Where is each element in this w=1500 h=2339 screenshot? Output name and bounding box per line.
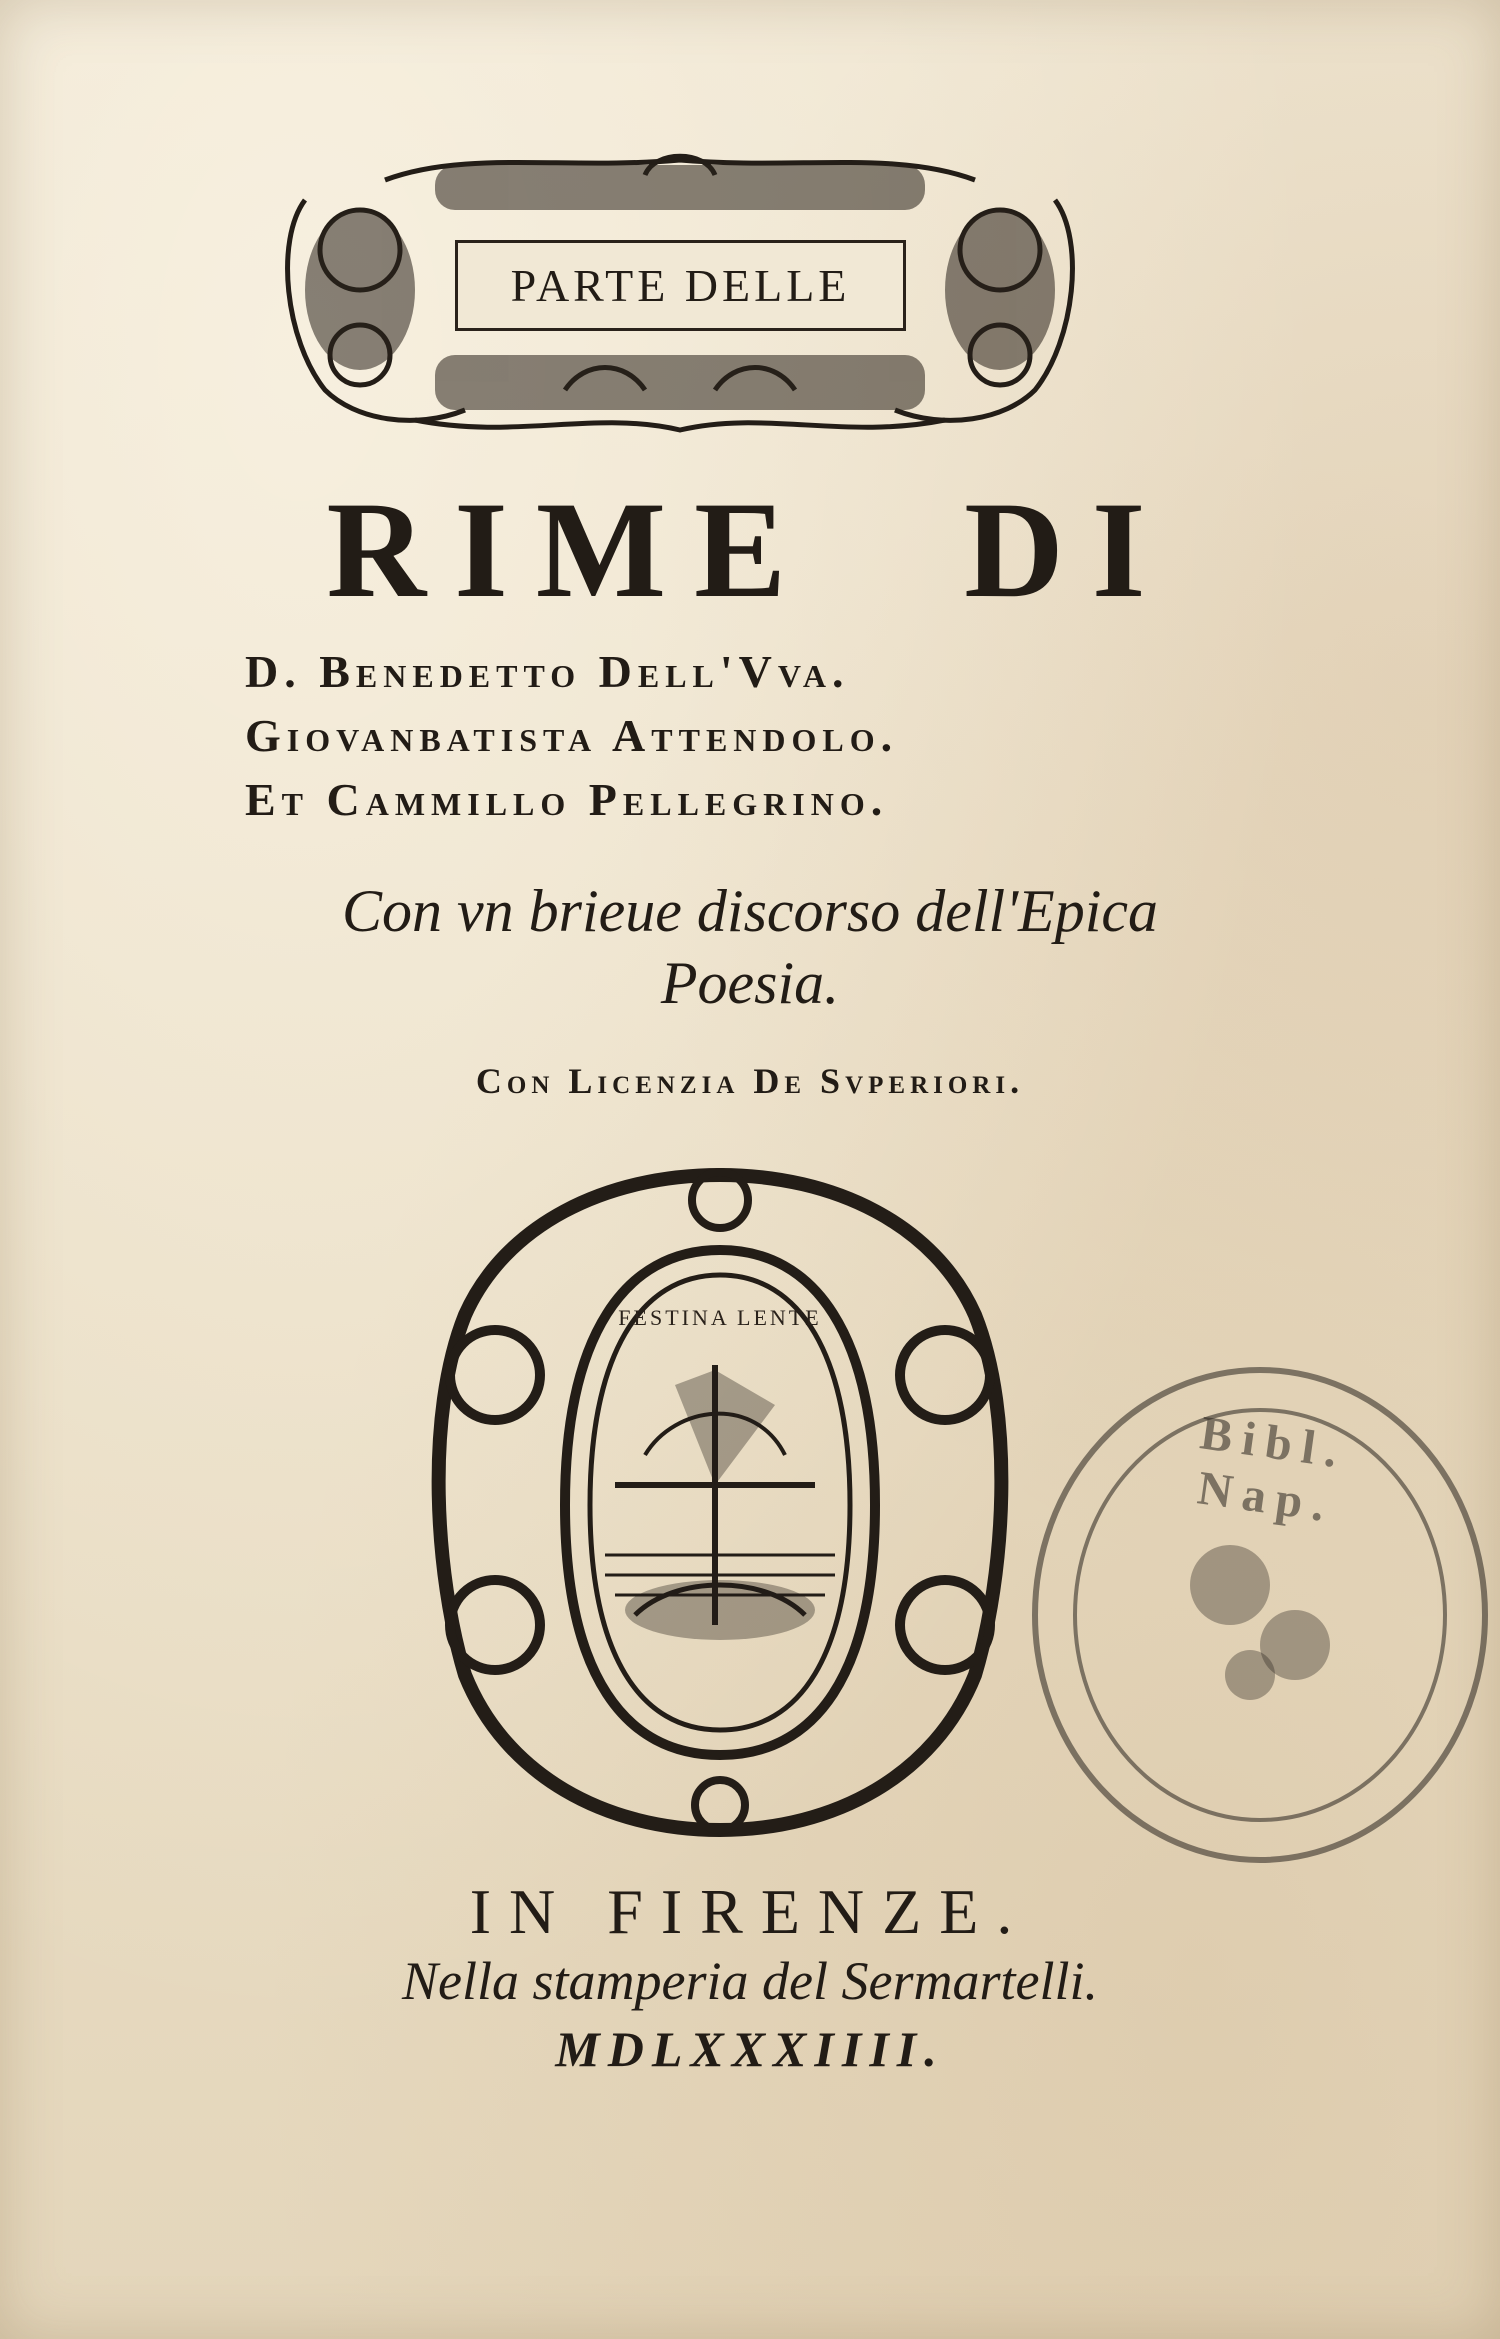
library-stamp [1020, 1355, 1500, 1875]
subtitle [0, 875, 1500, 1019]
title-cartouche [265, 140, 1095, 440]
device-motto: FESTINA LENTE [618, 1305, 822, 1330]
license-line: Con Licenzia De Svperiori. [475, 1061, 1025, 1101]
subtitle-line: Poesia. [660, 950, 840, 1016]
imprint-place: IN FIRENZE. [469, 1876, 1031, 1947]
subtitle-line: Con vn brieue discorso dell'Epica [341, 878, 1159, 944]
imprint-printer: Nella stamperia del Sermartelli. [402, 1951, 1098, 2011]
printers-device [415, 1155, 1025, 1845]
cartouche-label: PARTE DELLE [455, 240, 906, 331]
author-list [245, 640, 1265, 832]
title-word-rime: RIME [326, 473, 815, 626]
author-line: D. Benedetto Dell'Vva. [245, 646, 850, 697]
author-line: Et Cammillo Pellegrino. [245, 774, 889, 825]
author-line: Giovanbatista Attendolo. [245, 710, 899, 761]
imprint-year: MDLXXXIIII. [555, 2021, 945, 2077]
title-word-di: DI [964, 473, 1174, 626]
stamp-text: Bibl. Nap. [1194, 1406, 1351, 1534]
printers-device-icon [415, 1155, 1025, 1845]
main-title [0, 470, 1500, 629]
